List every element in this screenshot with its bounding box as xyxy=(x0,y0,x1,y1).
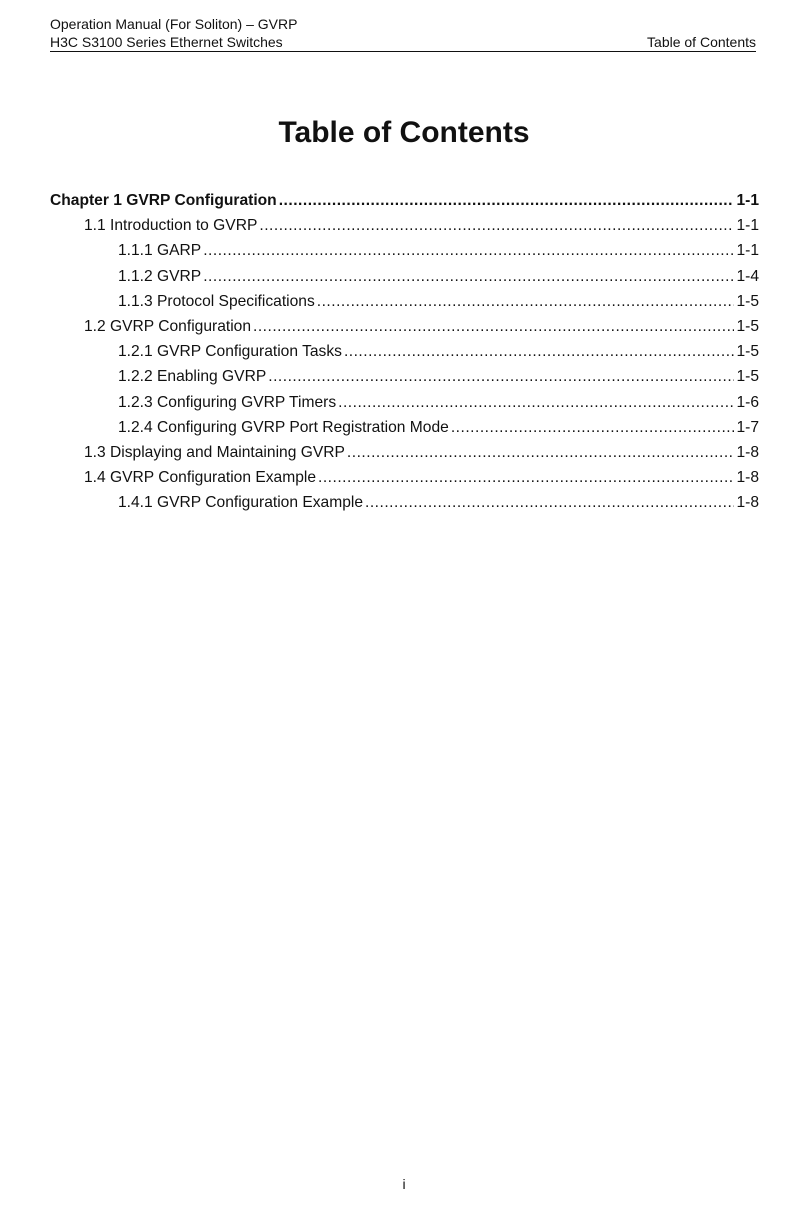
toc-dot-leader xyxy=(259,213,734,238)
toc-dot-leader xyxy=(317,289,735,314)
toc-dot-leader xyxy=(203,238,734,263)
toc-dot-leader xyxy=(338,390,734,415)
toc-entry[interactable] xyxy=(50,238,759,263)
toc-dot-leader xyxy=(347,440,735,465)
page-title: Table of Contents xyxy=(278,116,530,149)
page-header xyxy=(50,15,756,51)
toc-dot-leader xyxy=(203,264,734,289)
page-number: i xyxy=(402,1176,406,1192)
header-divider xyxy=(50,51,756,52)
toc-dot-leader xyxy=(344,339,735,364)
toc-entry-page: 1-1 xyxy=(736,217,759,235)
toc-dot-leader xyxy=(365,490,734,515)
header-section-name: Table of Contents xyxy=(647,34,756,50)
toc-entry-title: 1.1.2 GVRP xyxy=(118,267,202,285)
header-manual-title: Operation Manual (For Soliton) – GVRP xyxy=(50,16,298,32)
toc-entry-page: 1-5 xyxy=(736,317,759,335)
toc-entry-page: 1-5 xyxy=(736,292,759,310)
toc-entry-page: 1-1 xyxy=(736,192,759,209)
toc-entry-title: 1.3 Displaying and Maintaining GVRP xyxy=(84,443,345,461)
toc-entry-title: 1.4 GVRP Configuration Example xyxy=(84,469,317,487)
toc-entry[interactable] xyxy=(50,490,759,515)
toc-entry-page: 1-8 xyxy=(736,494,759,512)
toc-entry[interactable] xyxy=(50,390,759,415)
toc-entry-title: 1.1 Introduction to GVRP xyxy=(84,217,258,235)
toc-entry-title: Chapter 1 GVRP Configuration xyxy=(50,192,277,209)
toc-entry-page: 1-5 xyxy=(736,368,759,386)
toc-entry-page: 1-7 xyxy=(736,418,759,436)
header-row xyxy=(50,33,756,51)
toc-entry[interactable] xyxy=(50,465,759,490)
toc-entry-title: 1.2.2 Enabling GVRP xyxy=(118,368,267,386)
toc-entry[interactable] xyxy=(50,339,759,364)
toc-list xyxy=(50,188,759,515)
toc-dot-leader xyxy=(451,415,735,440)
toc-entry-title: 1.2.1 GVRP Configuration Tasks xyxy=(118,343,342,361)
toc-entry-page: 1-4 xyxy=(736,267,759,285)
toc-entry[interactable] xyxy=(50,264,759,289)
toc-entry-title: 1.1.1 GARP xyxy=(118,242,202,260)
toc-entry-title: 1.2.4 Configuring GVRP Port Registration Mode xyxy=(118,418,449,436)
toc-dot-leader xyxy=(279,188,735,213)
toc-entry[interactable] xyxy=(50,289,759,314)
toc-dot-leader xyxy=(253,314,734,339)
toc-entry-page: 1-6 xyxy=(736,393,759,411)
toc-entry[interactable] xyxy=(50,364,759,389)
header-product-name: H3C S3100 Series Ethernet Switches xyxy=(50,34,283,50)
toc-entry-page: 1-5 xyxy=(736,343,759,361)
toc-entry[interactable] xyxy=(50,314,759,339)
toc-entry[interactable] xyxy=(50,213,759,238)
toc-entry-page: 1-8 xyxy=(736,443,759,461)
toc-entry-title: 1.4.1 GVRP Configuration Example xyxy=(118,494,364,512)
toc-entry[interactable] xyxy=(50,440,759,465)
toc-dot-leader xyxy=(318,465,734,490)
toc-entry-page: 1-1 xyxy=(736,242,759,260)
toc-entry-title: 1.2.3 Configuring GVRP Timers xyxy=(118,393,337,411)
toc-entry[interactable] xyxy=(50,415,759,440)
toc-entry-title: 1.1.3 Protocol Specifications xyxy=(118,292,315,310)
toc-entry-title: 1.2 GVRP Configuration xyxy=(84,317,252,335)
toc-dot-leader xyxy=(268,364,734,389)
toc-entry-page: 1-8 xyxy=(736,469,759,487)
toc-entry[interactable] xyxy=(50,188,759,213)
